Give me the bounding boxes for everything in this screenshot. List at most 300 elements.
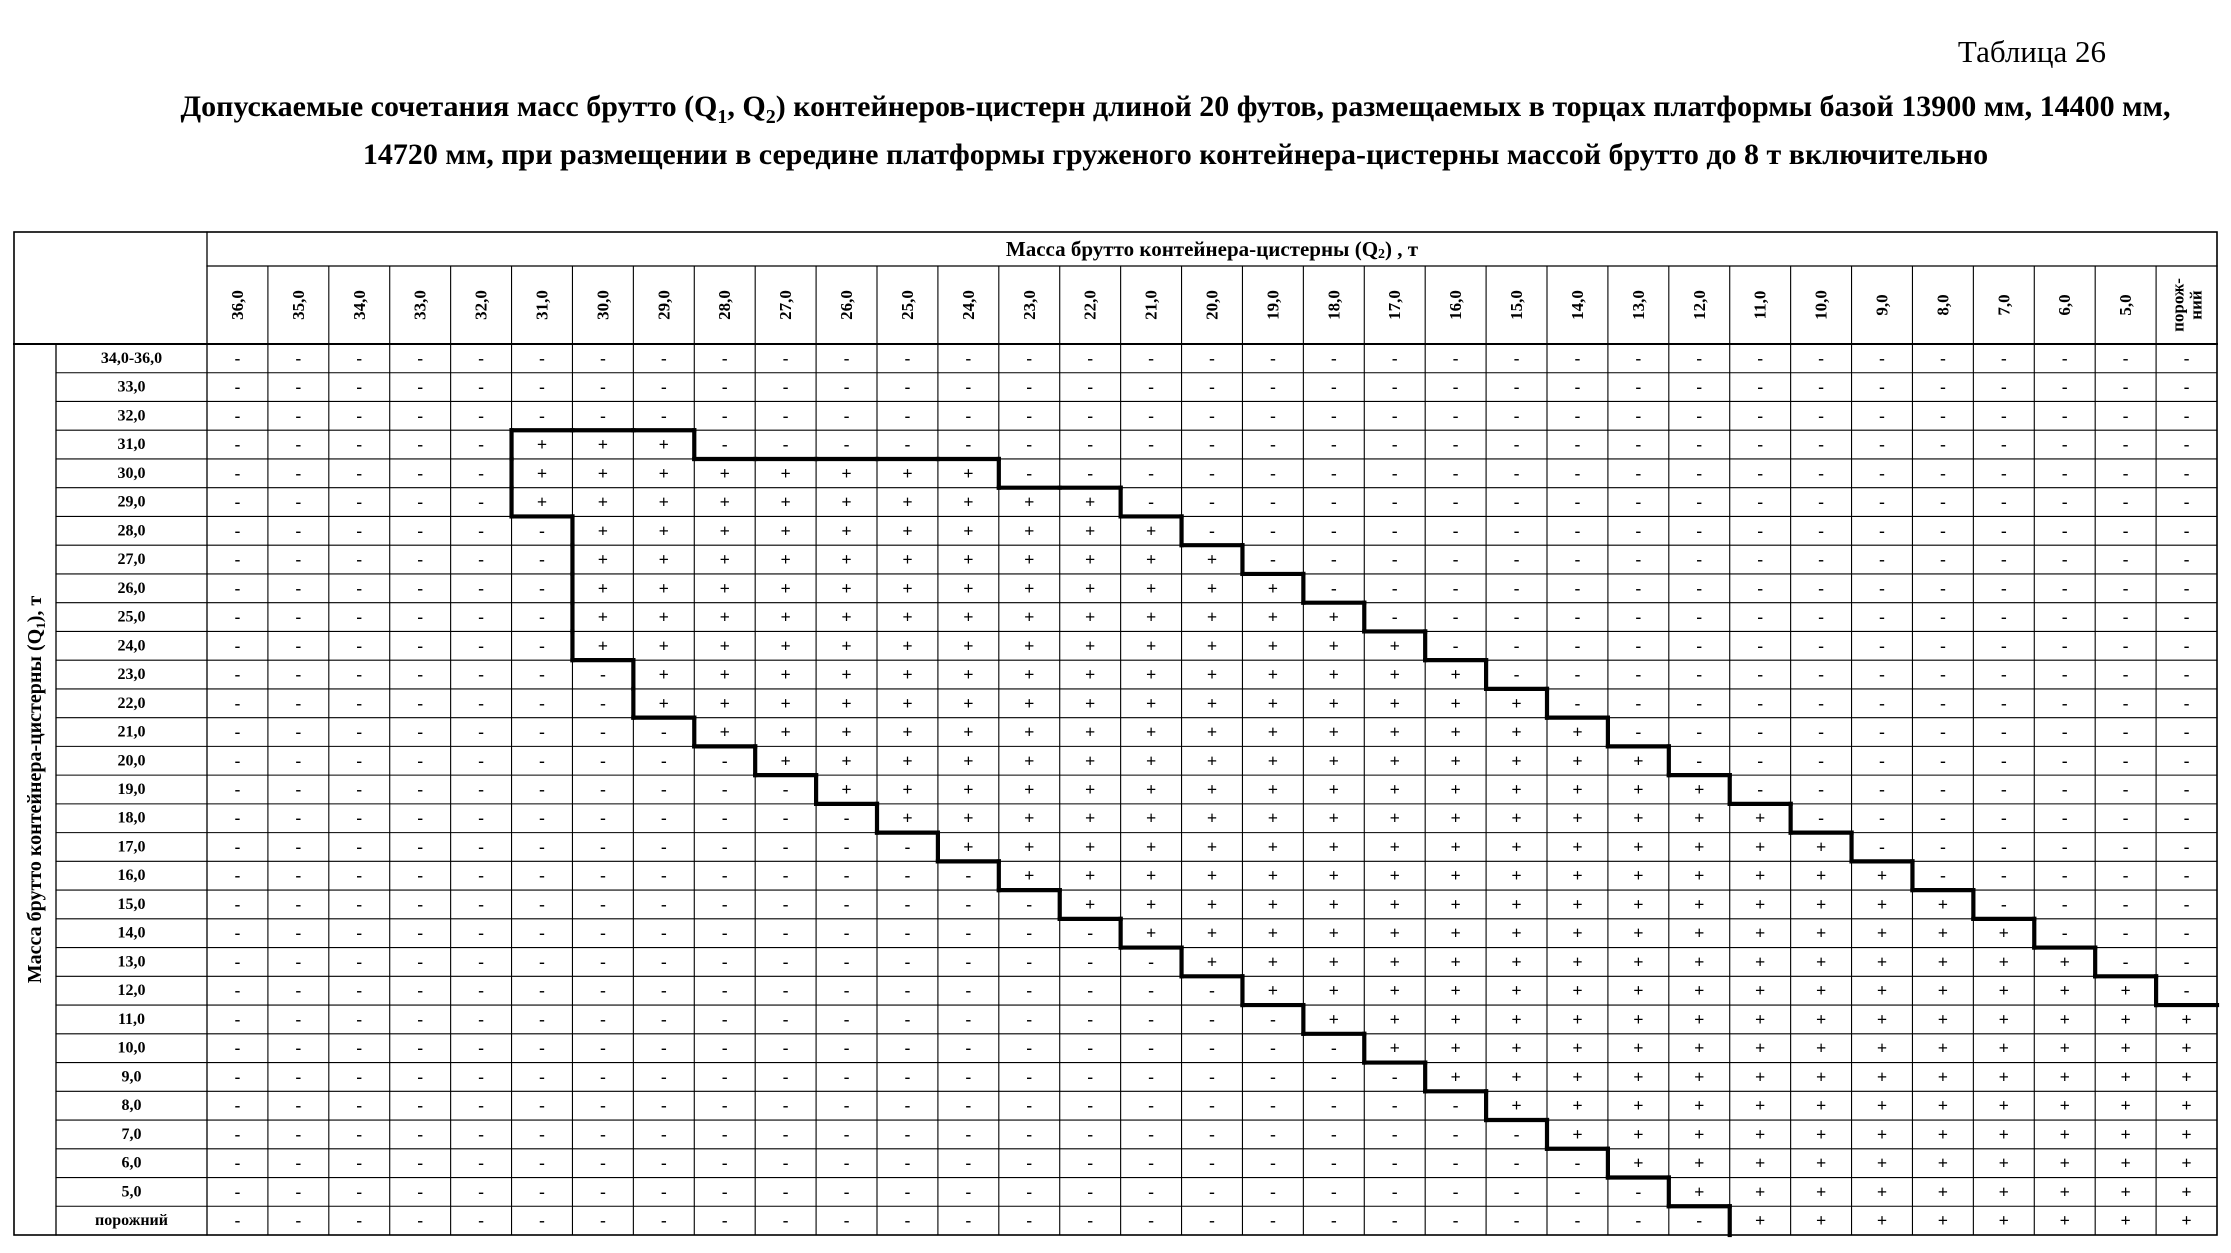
cell-plus: +: [780, 607, 791, 628]
cell-minus: -: [417, 1124, 424, 1144]
cell-plus: +: [1389, 836, 1400, 857]
cell-minus: -: [1148, 492, 1154, 512]
cell-minus: -: [1452, 377, 1459, 397]
cell-minus: -: [721, 348, 728, 368]
cell-minus: -: [417, 348, 424, 368]
cell-minus: -: [1757, 550, 1764, 570]
cell-minus: -: [1391, 348, 1398, 368]
cell-minus: -: [2183, 521, 2190, 541]
cell-plus: +: [902, 520, 913, 541]
cell-plus: +: [902, 722, 913, 743]
cell-minus: -: [2122, 722, 2129, 742]
cell-minus: -: [1209, 1153, 1215, 1173]
cell-minus: -: [1026, 981, 1033, 1001]
cell-minus: -: [417, 693, 424, 713]
cell-plus: +: [2120, 1066, 2131, 1087]
cell-plus: +: [1024, 607, 1035, 628]
cell-minus: -: [1270, 463, 1276, 483]
cell-minus: -: [1330, 1153, 1337, 1173]
cell-minus: -: [782, 923, 789, 943]
cell-minus: -: [356, 1067, 363, 1087]
row-label: 15,0: [117, 895, 146, 913]
column-label: 22,0: [1080, 290, 1100, 320]
cell-minus: -: [2183, 693, 2190, 713]
cell-plus: +: [2120, 1210, 2131, 1231]
cell-minus: -: [1087, 406, 1094, 426]
cell-minus: -: [478, 406, 484, 426]
row-label: 29,0: [117, 493, 146, 511]
cell-plus: +: [1633, 923, 1644, 944]
cell-minus: -: [1452, 636, 1459, 656]
cell-plus: +: [1876, 1038, 1888, 1059]
cell-minus: -: [600, 1153, 606, 1173]
cell-plus: +: [719, 693, 730, 714]
cell-minus: -: [904, 894, 911, 914]
cell-minus: -: [2061, 636, 2068, 656]
cell-minus: -: [1818, 780, 1824, 799]
cell-minus: -: [721, 923, 728, 943]
cell-minus: -: [1087, 1153, 1094, 1173]
cell-minus: -: [1148, 435, 1154, 455]
cell-minus: -: [478, 722, 484, 742]
cell-minus: -: [1879, 550, 1885, 570]
cell-minus: -: [2183, 894, 2190, 914]
cell-plus: +: [1633, 865, 1644, 886]
cell-minus: -: [1818, 348, 1824, 368]
cell-plus: +: [1024, 664, 1035, 685]
cell-minus: -: [295, 377, 302, 397]
cell-plus: +: [1450, 808, 1461, 829]
cell-minus: -: [2122, 751, 2129, 771]
cell-plus: +: [1024, 492, 1035, 513]
cell-minus: -: [2122, 492, 2129, 512]
column-label: 30,0: [593, 290, 613, 320]
cell-minus: -: [417, 1182, 424, 1202]
cell-minus: -: [1574, 578, 1581, 598]
cell-minus: -: [2000, 722, 2007, 742]
cell-plus: +: [536, 463, 548, 484]
cell-plus: +: [1755, 951, 1766, 972]
cell-minus: -: [539, 521, 545, 541]
cell-minus: -: [2061, 377, 2068, 397]
cell-minus: -: [234, 751, 241, 771]
cell-plus: +: [1998, 1124, 2009, 1145]
cell-plus: +: [1450, 1038, 1461, 1059]
cell-minus: -: [478, 866, 484, 886]
cell-plus: +: [780, 693, 791, 714]
cell-minus: -: [1574, 607, 1581, 627]
cell-minus: -: [843, 1211, 850, 1231]
cell-plus: +: [1694, 1009, 1705, 1030]
cell-plus: +: [1998, 1038, 2009, 1059]
cell-minus: -: [478, 894, 484, 914]
cell-minus: -: [234, 923, 241, 943]
column-label: 15,0: [1507, 290, 1527, 320]
cell-minus: -: [234, 435, 241, 455]
cell-plus: +: [1450, 980, 1461, 1001]
cell-minus: -: [234, 1153, 241, 1173]
cell-plus: +: [1328, 951, 1339, 972]
cell-minus: -: [2122, 406, 2129, 426]
cell-minus: -: [1574, 550, 1581, 570]
row-label: 22,0: [117, 694, 146, 712]
cell-minus: -: [965, 1124, 972, 1144]
cell-minus: -: [1757, 463, 1764, 483]
cell-minus: -: [965, 435, 972, 455]
row-label: 25,0: [117, 608, 146, 626]
cell-minus: -: [1635, 435, 1642, 455]
cell-plus: +: [1998, 1066, 2009, 1087]
cell-minus: -: [1940, 607, 1946, 627]
cell-minus: -: [2000, 607, 2007, 627]
cell-minus: -: [478, 636, 484, 656]
cell-minus: -: [295, 981, 302, 1001]
cell-plus: +: [658, 492, 669, 513]
cell-plus: +: [1085, 865, 1096, 886]
cell-minus: -: [600, 1096, 606, 1116]
cell-plus: +: [1267, 607, 1279, 628]
cell-minus: -: [234, 894, 241, 914]
cell-minus: -: [295, 607, 302, 627]
cell-minus: -: [600, 751, 606, 771]
cell-minus: -: [1635, 348, 1642, 368]
cell-minus: -: [1209, 1211, 1215, 1231]
cell-minus: -: [660, 751, 667, 771]
cell-plus: +: [1876, 1066, 1888, 1087]
cell-plus: +: [1815, 1066, 1827, 1087]
cell-minus: -: [600, 406, 606, 426]
column-label: 29,0: [654, 290, 674, 320]
cell-minus: -: [1513, 492, 1520, 512]
cell-minus: -: [234, 1067, 241, 1087]
cell-minus: -: [295, 1182, 302, 1202]
cell-minus: -: [295, 463, 302, 483]
cell-minus: -: [1879, 435, 1885, 455]
cell-minus: -: [1330, 1067, 1337, 1087]
column-label: 33,0: [410, 290, 430, 320]
cell-plus: +: [1755, 1095, 1766, 1116]
cell-minus: -: [234, 607, 241, 627]
cell-plus: +: [1267, 635, 1279, 656]
cell-plus: +: [1633, 1066, 1644, 1087]
cell-plus: +: [1633, 1153, 1644, 1174]
column-label: 23,0: [1019, 290, 1039, 320]
cell-minus: -: [2183, 751, 2190, 771]
cell-plus: +: [1694, 894, 1705, 915]
cell-plus: +: [2059, 951, 2070, 972]
cell-plus: +: [1998, 923, 2009, 944]
cell-minus: -: [1452, 1124, 1459, 1144]
cell-plus: +: [963, 578, 974, 599]
cell-plus: +: [1511, 1095, 1522, 1116]
cell-plus: +: [1145, 865, 1157, 886]
cell-minus: -: [721, 1124, 728, 1144]
cell-minus: -: [234, 463, 241, 483]
cell-minus: -: [721, 837, 728, 857]
cell-plus: +: [1755, 980, 1766, 1001]
cell-minus: -: [1026, 1038, 1033, 1058]
cell-minus: -: [478, 1009, 484, 1029]
cell-minus: -: [2061, 894, 2068, 914]
cell-minus: -: [1696, 348, 1703, 368]
cell-minus: -: [2000, 808, 2007, 828]
cell-plus: +: [1633, 894, 1644, 915]
cell-minus: -: [1330, 435, 1337, 455]
cell-minus: -: [356, 693, 363, 713]
cell-minus: -: [2000, 435, 2007, 455]
cell-minus: -: [1452, 550, 1459, 570]
cell-plus: +: [1450, 664, 1461, 685]
cell-minus: -: [1513, 377, 1520, 397]
cell-minus: -: [539, 1182, 545, 1202]
cell-plus: +: [963, 463, 974, 484]
cell-minus: -: [1087, 1038, 1094, 1058]
column-label: 7,0: [1994, 294, 2014, 316]
column-label: 12,0: [1689, 290, 1709, 320]
cell-plus: +: [1815, 1124, 1827, 1145]
cell-minus: -: [1696, 722, 1703, 742]
cell-minus: -: [1391, 406, 1398, 426]
cell-minus: -: [965, 1182, 972, 1202]
cell-minus: -: [356, 348, 363, 368]
cell-minus: -: [478, 435, 484, 455]
cell-minus: -: [2061, 521, 2068, 541]
cell-minus: -: [721, 406, 728, 426]
cell-plus: +: [658, 434, 669, 455]
cell-minus: -: [539, 1153, 545, 1173]
table-caption: Таблица 26: [1957, 34, 2106, 69]
cell-plus: +: [597, 434, 609, 455]
cell-minus: -: [721, 1009, 728, 1029]
cell-plus: +: [1572, 1038, 1583, 1059]
cell-minus: -: [356, 722, 363, 742]
cell-plus: +: [2120, 1009, 2131, 1030]
cell-minus: -: [782, 1153, 789, 1173]
cell-minus: -: [600, 377, 606, 397]
cell-minus: -: [478, 952, 484, 972]
cell-minus: -: [2122, 377, 2129, 397]
cell-minus: -: [782, 808, 789, 828]
cell-plus: +: [719, 463, 730, 484]
cell-minus: -: [356, 492, 363, 512]
cell-minus: -: [782, 1182, 789, 1202]
cell-minus: -: [1574, 1153, 1581, 1173]
cell-minus: -: [356, 1211, 363, 1231]
cell-plus: +: [1085, 549, 1096, 570]
cell-plus: +: [1633, 750, 1644, 771]
cell-minus: -: [1330, 1038, 1337, 1058]
cell-minus: -: [1940, 406, 1946, 426]
cell-minus: -: [1818, 636, 1824, 656]
cell-minus: -: [1087, 1096, 1094, 1116]
cell-minus: -: [417, 578, 424, 598]
cell-minus: -: [234, 837, 241, 857]
cell-minus: -: [782, 1067, 789, 1087]
cell-plus: +: [963, 779, 974, 800]
cell-minus: -: [478, 751, 484, 771]
cell-minus: -: [234, 780, 241, 799]
column-label: 9,0: [1872, 294, 1892, 316]
cell-minus: -: [1452, 435, 1459, 455]
cell-minus: -: [1879, 492, 1885, 512]
cell-minus: -: [417, 492, 424, 512]
cell-minus: -: [295, 1009, 302, 1029]
cell-minus: -: [1818, 693, 1824, 713]
cell-minus: -: [1270, 1182, 1276, 1202]
cell-plus: +: [1389, 635, 1400, 656]
cell-minus: -: [234, 665, 241, 685]
cell-minus: -: [2122, 578, 2129, 598]
cell-minus: -: [600, 665, 606, 685]
cell-plus: +: [597, 549, 609, 570]
cell-plus: +: [1145, 664, 1157, 685]
cell-plus: +: [536, 492, 548, 513]
cell-plus: +: [841, 578, 852, 599]
cell-plus: +: [1511, 779, 1522, 800]
cell-minus: -: [904, 866, 911, 886]
cell-minus: -: [600, 952, 606, 972]
cell-minus: -: [295, 435, 302, 455]
cell-plus: +: [1511, 1009, 1522, 1030]
column-label: 28,0: [715, 290, 735, 320]
cell-plus: +: [1450, 1009, 1461, 1030]
cell-minus: -: [2183, 866, 2190, 886]
cell-minus: -: [539, 693, 545, 713]
cell-minus: -: [660, 1009, 667, 1029]
cell-minus: -: [1635, 665, 1642, 685]
cell-plus: +: [1511, 693, 1522, 714]
cell-plus: +: [1389, 865, 1400, 886]
cell-minus: -: [2000, 463, 2007, 483]
cell-plus: +: [1145, 836, 1157, 857]
cell-plus: +: [1328, 923, 1339, 944]
cell-minus: -: [1330, 1124, 1337, 1144]
cell-plus: +: [1937, 1153, 1949, 1174]
cell-plus: +: [1694, 779, 1705, 800]
cell-minus: -: [539, 406, 545, 426]
cell-plus: +: [1815, 1038, 1827, 1059]
cell-plus: +: [1755, 808, 1766, 829]
cell-plus: +: [1998, 1095, 2009, 1116]
cell-plus: +: [780, 520, 791, 541]
row-label: 34,0-36,0: [100, 349, 163, 367]
cell-minus: -: [1026, 1009, 1033, 1029]
cell-minus: -: [904, 1124, 911, 1144]
cell-minus: -: [1940, 435, 1946, 455]
cell-plus: +: [780, 492, 791, 513]
cell-minus: -: [234, 578, 241, 598]
cell-minus: -: [904, 348, 911, 368]
cell-plus: +: [1267, 865, 1279, 886]
cell-minus: -: [1818, 521, 1824, 541]
cell-minus: -: [2122, 693, 2129, 713]
row-label: 23,0: [117, 666, 146, 684]
cell-minus: -: [478, 1038, 484, 1058]
cell-plus: +: [1450, 894, 1461, 915]
cell-minus: -: [600, 1038, 606, 1058]
cell-plus: +: [1389, 1038, 1400, 1059]
column-label: 11,0: [1750, 290, 1770, 320]
cell-minus: -: [1940, 837, 1946, 857]
cell-minus: -: [600, 808, 606, 828]
cell-plus: +: [1145, 722, 1157, 743]
cell-plus: +: [2181, 1038, 2192, 1059]
cell-minus: -: [1209, 435, 1215, 455]
cell-minus: -: [843, 1182, 850, 1202]
cell-minus: -: [1026, 1096, 1033, 1116]
cell-plus: +: [1937, 1095, 1949, 1116]
cell-minus: -: [965, 894, 972, 914]
cell-minus: -: [600, 780, 606, 799]
cell-minus: -: [1574, 492, 1581, 512]
cell-minus: -: [295, 808, 302, 828]
cell-minus: -: [843, 1009, 850, 1029]
cell-minus: -: [660, 1182, 667, 1202]
cell-minus: -: [1635, 1211, 1642, 1231]
cell-minus: -: [478, 693, 484, 713]
cell-minus: -: [234, 693, 241, 713]
cell-plus: +: [1815, 1181, 1827, 1202]
cell-minus: -: [782, 837, 789, 857]
cell-minus: -: [1148, 348, 1154, 368]
cell-plus: +: [963, 635, 974, 656]
cell-plus: +: [1267, 980, 1279, 1001]
cell-plus: +: [2181, 1181, 2192, 1202]
cell-plus: +: [1815, 865, 1827, 886]
cell-minus: -: [356, 1124, 363, 1144]
cell-minus: -: [2122, 607, 2129, 627]
cell-plus: +: [1206, 951, 1218, 972]
cell-plus: +: [1267, 578, 1279, 599]
cell-plus: +: [1389, 951, 1400, 972]
cell-plus: +: [1389, 750, 1400, 771]
cell-minus: -: [782, 952, 789, 972]
cell-minus: -: [1270, 435, 1276, 455]
cell-minus: -: [1879, 607, 1885, 627]
column-label: 10,0: [1811, 290, 1831, 320]
cell-minus: -: [2061, 348, 2068, 368]
cell-minus: -: [295, 693, 302, 713]
cell-plus: +: [1267, 722, 1279, 743]
title-part-3: ) контейнеров-цистерн длиной 20 футов, размещаемых в торцах платформы базой 13900 мм, 14400 мм, 14720 мм, при размещении в середине платформы груженого контейнера-цистерны массой брутто до 8 т включительно: [362, 90, 2171, 171]
cell-plus: +: [1267, 808, 1279, 829]
cell-plus: +: [1024, 693, 1035, 714]
cell-plus: +: [963, 750, 974, 771]
cell-minus: -: [1940, 463, 1946, 483]
cell-plus: +: [1450, 1066, 1461, 1087]
cell-minus: -: [295, 1211, 302, 1231]
cell-minus: -: [417, 923, 424, 943]
cell-minus: -: [1757, 693, 1764, 713]
cell-plus: +: [1572, 808, 1583, 829]
cell-plus: +: [1937, 923, 1949, 944]
cell-minus: -: [1087, 981, 1094, 1001]
cell-minus: -: [295, 1067, 302, 1087]
cell-plus: +: [1206, 664, 1218, 685]
cell-minus: -: [782, 780, 789, 799]
cell-plus: +: [2120, 980, 2131, 1001]
cell-minus: -: [2122, 866, 2129, 886]
cell-minus: -: [1391, 1096, 1398, 1116]
cell-plus: +: [1633, 951, 1644, 972]
cell-minus: -: [660, 1096, 667, 1116]
cell-minus: -: [2183, 923, 2190, 943]
cell-minus: -: [1148, 1038, 1154, 1058]
cell-minus: -: [356, 607, 363, 627]
cell-plus: +: [902, 664, 913, 685]
cell-plus: +: [1876, 923, 1888, 944]
cell-minus: -: [1635, 463, 1642, 483]
